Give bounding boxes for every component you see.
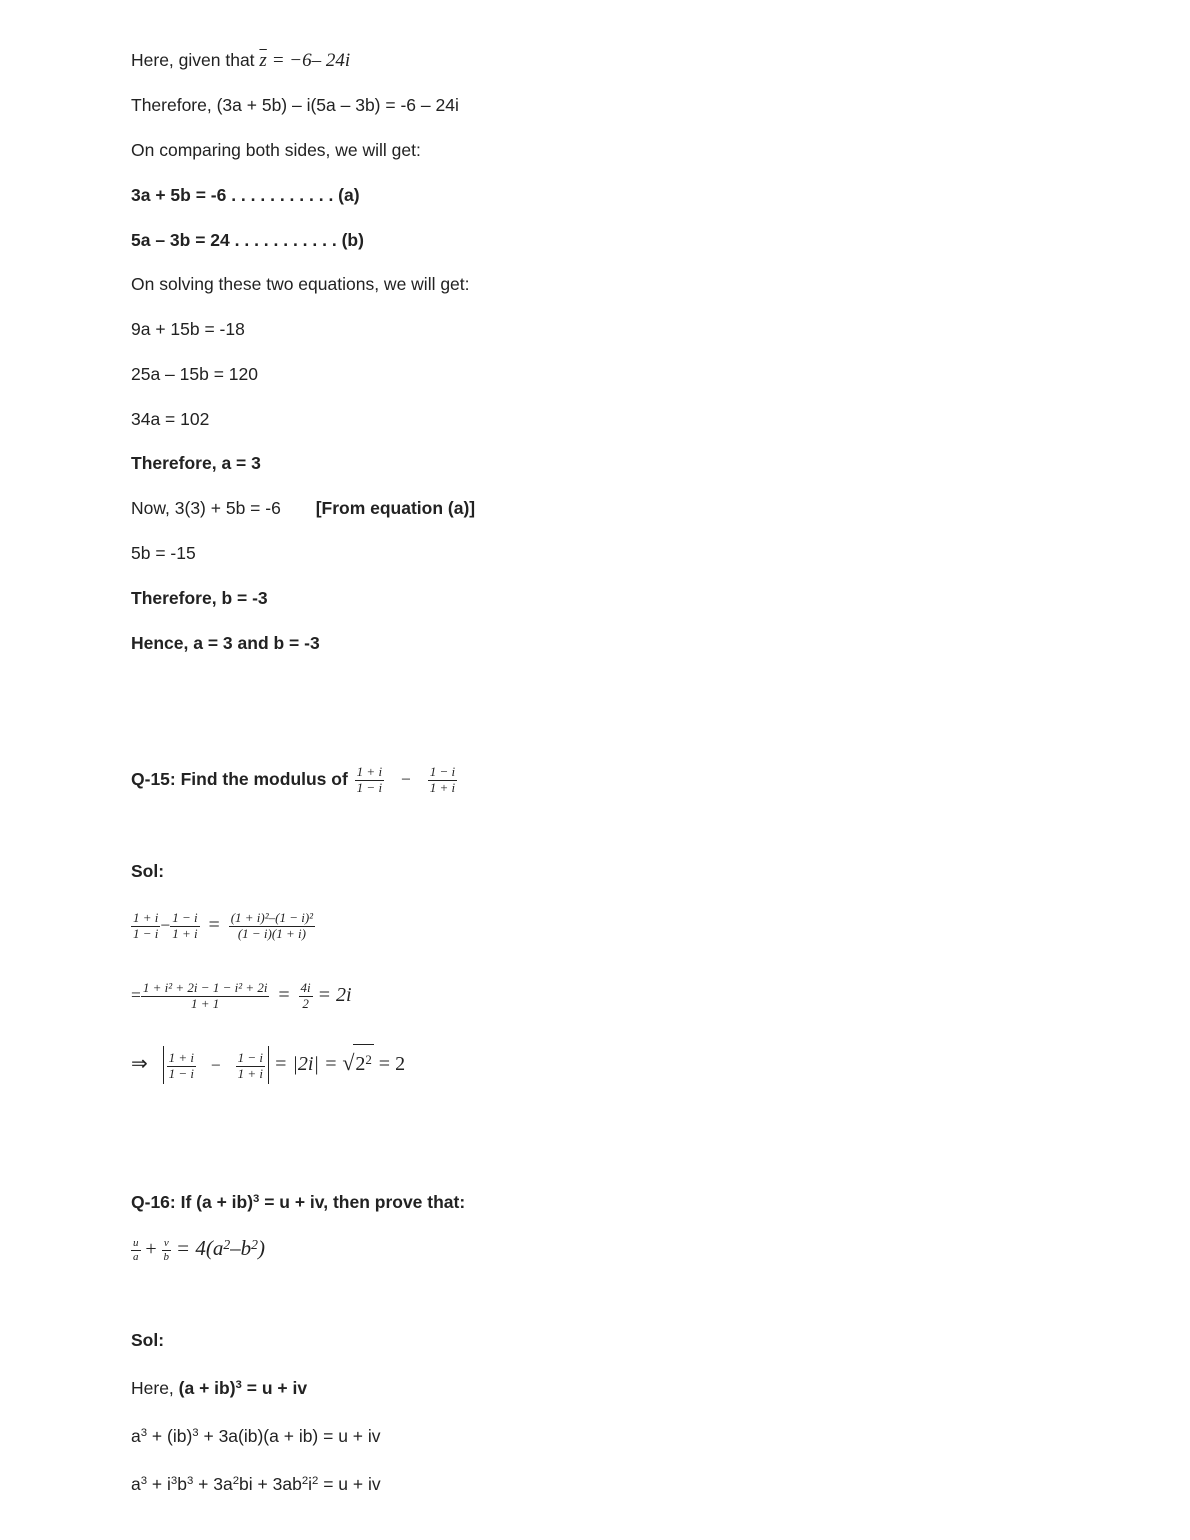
q15-fraction-1: $\frac{1 + i}{1 - i}$ <box>356 763 383 795</box>
substitution-note: [From equation (a)] <box>315 498 476 518</box>
q15-heading <box>131 762 457 796</box>
therefore-line: Therefore, (3a + 5b) – i(5a – 3b) = -6 – 24i <box>131 95 459 115</box>
q15-step-3: ⇒ $\frac{1 + i}{1 - i}$ − $\frac{1 - i}{1 + i}$ = $|2i| = √2^2 = 2$ <box>131 1044 405 1084</box>
result-a: Therefore, a = 3 <box>131 453 261 473</box>
equation-a: 3a + 5b = -6 . . . . . . . . . . . (a) <box>131 185 360 205</box>
given-line <box>131 49 350 72</box>
step-34a: 34a = 102 <box>131 409 210 429</box>
equation-b: 5a – 3b = 24 . . . . . . . . . . . (b) <box>131 230 364 250</box>
step1-frac-result: $\frac{\text{(1 + i)²–(1 − i)²}}{(1 - i)(1 + i)}$ <box>230 909 314 941</box>
z-bar-value: = −6– 24i <box>271 50 351 71</box>
substitution-line <box>131 497 475 519</box>
q16-heading: Q-16: If (a + ib)$^3$ = u + iv, then prove that: <box>131 1192 466 1212</box>
z-bar: $\overline{z}$ <box>259 50 267 71</box>
q15-fraction-2: $\frac{1 - i}{1 + i}$ <box>429 763 456 795</box>
q15-step-1: $\frac{1 + i}{1 - i}$ − $\frac{1 - i}{1 + i}$ = $\frac{\text{(1 + i)²–(1 − i)²}}{(1 - i)(1 + i)}$ <box>133 909 314 941</box>
sqrt-icon: √ <box>342 1050 355 1075</box>
q16-expansion-1: $a^3 + (ib)^3 + 3a(ib)(a + ib) = u$ + iv <box>131 1426 381 1446</box>
q15-title: Q-15: Find the modulus of <box>131 769 348 789</box>
q16-expansion-2: $a^3 + i^3b^3 + 3a^2bi + 3ab^2i^2 = u$ + iv <box>131 1474 381 1494</box>
q15-sol-label: Sol: <box>131 861 165 881</box>
implies-icon: ⇒ <box>131 1053 148 1075</box>
step1-frac-2: $\frac{1 - i}{1 + i}$ <box>172 909 198 941</box>
given-text: Here, given that <box>131 50 255 70</box>
step-25a: 25a – 15b = 120 <box>131 364 258 384</box>
q15-step-2: = $\frac{\text{1 + i² + 2i − 1 − i² + 2i}}{1 + 1}$ = $\frac{4i}{2}$ = 2i <box>131 979 352 1011</box>
step2-frac-1: $\frac{\text{1 + i² + 2i − 1 − i² + 2i}}{1 + 1}$ <box>142 979 268 1011</box>
modulus-bars: $\frac{1 + i}{1 - i}$ − $\frac{1 - i}{1 + i}$ <box>163 1046 269 1084</box>
q16-equation: $\frac{u}{a}$ + $\frac{v}{b}$ = $4(a^2-b^2)$ <box>133 1236 265 1263</box>
solving-line: On solving these two equations, we will get: <box>131 274 470 294</box>
result-b: Therefore, b = -3 <box>131 588 268 608</box>
step-5b: 5b = -15 <box>131 543 196 563</box>
q16-here-line: Here, (a + ib)$^3$ = u + iv <box>131 1378 308 1398</box>
comparing-line: On comparing both sides, we will get: <box>131 140 421 160</box>
q16-sol-label: Sol: <box>131 1330 165 1350</box>
final-answer: Hence, a = 3 and b = -3 <box>131 633 320 653</box>
step1-frac-1: $\frac{1 + i}{1 - i}$ <box>133 909 159 941</box>
substitution-text: Now, 3(3) + 5b = -6 <box>131 498 281 518</box>
step2-frac-2: $\frac{4i}{2}$ <box>300 979 311 1011</box>
step-9a: 9a + 15b = -18 <box>131 319 245 339</box>
q15-minus: − <box>400 769 411 789</box>
